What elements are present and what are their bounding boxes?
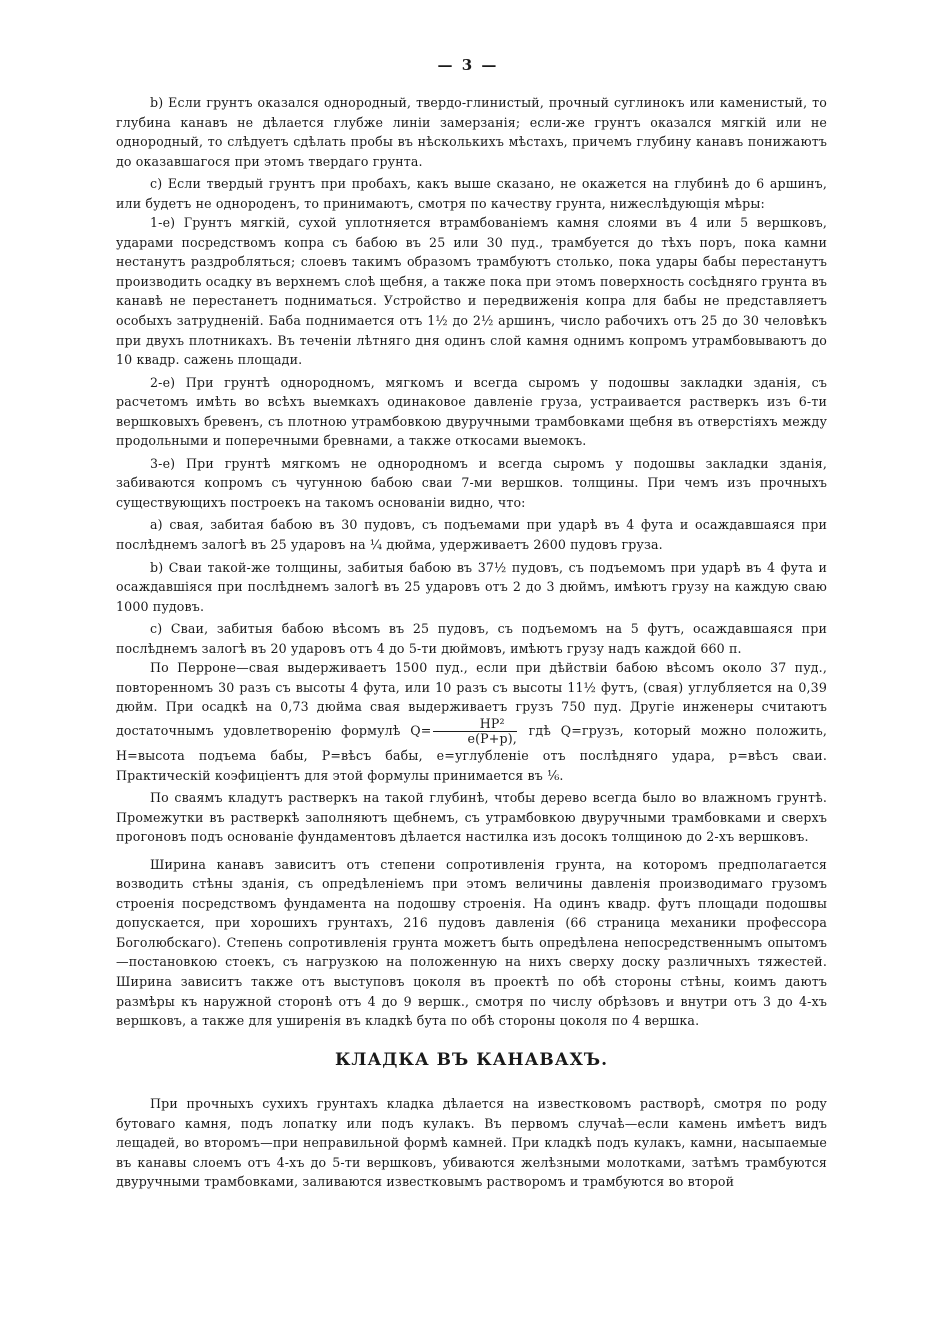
paragraph-grillage-depth: По сваямъ кладутъ растверкъ на такой глубинѣ, чтобы дерево всегда было во влажномъ грунтѣ. Промежутки въ растверкѣ заполняютъ щебнемъ, съ утрамбовкою двуручными трамбовками и сверхъ прогоновъ подъ основаніе фундаментовъ дѣлается настилка изъ досокъ толщиною до 2-хъ вершковъ. (116, 790, 827, 845)
perronet-text: По Перроне—свая выдерживаетъ 1500 пуд., если при дѣйствіи бабою вѣсомъ около 37 пуд., повторенномъ 30 разъ съ высоты 4 фута, или 10 разъ съ высоты 11½ футъ, (свая) углубляется на 0,39 дюйм. При осадкѣ на 0,73 дюйма свая выдерживаетъ грузъ 750 пуд. Другіе инженеры считаютъ достаточнымъ удовлетворенію формулѣ (116, 660, 827, 738)
paragraph-c-measures: c) Если твердый грунтъ при пробахъ, какъ выше сказано, не окажется на глубинѣ до 6 аршинъ, или будетъ не однороденъ, то принимаютъ, смотря по качеству грунта, нижеслѣдующія мѣры: (116, 176, 827, 211)
paragraph-pile-a: a) свая, забитая бабою въ 30 пудовъ, съ подъемами при ударѣ въ 4 фута и осаждавшаяся при послѣднемъ залогѣ въ 25 ударовъ на ¼ дюйма, удерживаетъ 2600 пудовъ груза. (116, 517, 827, 553)
formula-numerator: HP² (433, 717, 516, 732)
page-number: — 3 — (437, 56, 499, 74)
section-heading: КЛАДКА ВЪ КАНАВАХЪ. (334, 1049, 609, 1070)
formula-lhs: Q= (410, 722, 432, 738)
paragraph-perronet-formula (116, 658, 827, 785)
formula-fraction (433, 717, 516, 746)
paragraph-pile-b: b) Сваи такой-же толщины, забитыя бабою въ 37½ пудовъ, съ подъемомъ при ударѣ въ 4 фута и осаждавшіяся при послѣднемъ залогѣ въ 25 ударовъ отъ 2 до 3 дюймъ, имѣютъ грузу на каждую сваю 1000 пудовъ. (116, 559, 827, 614)
paragraph-masonry: При прочныхъ сухихъ грунтахъ кладка дѣлается на известковомъ растворѣ, смотря по роду бутоваго камня, подъ лопатку или подъ кулакъ. Въ первомъ случаѣ—если камень имѣетъ видъ лещадей, во второмъ—при неправильной формѣ камней. При кладкѣ подъ кулакъ, камни, насыпаемые въ канавы слоемъ отъ 4-хъ до 5-ти вершковъ, убиваются желѣзными молотками, затѣмъ трамбуются двуручными трамбовками, заливаются известковымъ растворомъ и трамбуются во второй (116, 1096, 827, 1190)
paragraph-b-depth: b) Если грунтъ оказался однородный, твердо-глинистый, прочный суглинокъ или каменистый, то глубина канавъ не дѣлается глубже линіи замерзанія; если-же грунтъ оказался мягкій или не однородный, то слѣдуетъ сдѣлать пробы въ нѣсколькихъ мѣстахъ, причемъ глубину канавъ понижаютъ до оказавшагося при этомъ твердаго грунта. (116, 95, 827, 169)
paragraph-3e-piles: 3-е) При грунтѣ мягкомъ не однородномъ и всегда сыромъ у подошвы закладки зданія, забиваются копромъ съ чугунною бабою сваи 7-ми вершков. толщины. При чемъ изъ прочныхъ существующихъ построекъ на такомъ основаніи видно, что: (116, 455, 827, 510)
page-body (116, 93, 827, 1192)
paragraph-1e-soft-soil: 1-е) Грунтъ мягкій, сухой уплотняется втрамбованіемъ камня слоями въ 4 или 5 вершковъ, ударами посредствомъ копра съ бабою въ 25 или 30 пуд., трамбуется до тѣхъ поръ, пока камни нестанутъ раздробляться; слоевъ такимъ образомъ трамбуютъ столько, пока удары бабы перестанутъ производить осадку въ верхнемъ слоѣ щебня, а также пока при этомъ поверхность сосѣдняго грунта въ канавѣ не перестанетъ подниматься. Устройство и передвиженія копра для бабы не представляетъ особыхъ затрудненій. Баба поднимается отъ 1½ до 2½ аршинъ, число рабочихъ отъ 25 до 30 человѣкъ при двухъ плотникахъ. Въ теченіи лѣтняго дня одинъ слой камня однимъ копромъ утрамбовываютъ до 10 квадр. сажень площади. (116, 215, 827, 368)
paragraph-2e-grillage: 2-е) При грунтѣ однородномъ, мягкомъ и всегда сыромъ у подошвы закладки зданія, съ расчетомъ имѣть во всѣхъ выемкахъ одинаковое давленіе груза, устраивается растверкъ изъ 6-ти вершковыхъ бревенъ, съ плотною утрамбовкою двуручными трамбовками щебня въ отверстіяхъ между продольными и поперечными бревнами, а также откосами выемокъ. (116, 374, 827, 449)
paragraph-pile-c: c) Сваи, забитыя бабою вѣсомъ въ 25 пудовъ, съ подъемомъ на 5 футъ, осаждавшаяся при послѣднемъ залогѣ въ 20 ударовъ отъ 4 до 5-ти дюймовъ, имѣютъ грузу надъ каждой 660 п. (116, 621, 827, 656)
formula-denominator: e(P+p), (467, 730, 517, 746)
paragraph-trench-width: Ширина канавъ зависитъ отъ степени сопротивленія грунта, на которомъ предполагается возводить стѣны зданія, съ опредѣленіемъ при этомъ величины давленія производимаго грузомъ строенія посредствомъ фундамента на подошву строенія. На одинъ квадр. футъ площади подошвы допускается, при хорошихъ грунтахъ, 216 пудовъ давленія (66 страница механики профессора Боголюбскаго). Степень сопротивленія грунта можетъ быть опредѣлена непосредственнымъ опытомъ—постановкою стоекъ, съ нагрузкою на положенную на нихъ сверху доску различныхъ тяжестей. Ширина зависитъ также отъ выступовъ цоколя въ проектѣ по обѣ стороны стѣны, коимъ даютъ размѣры къ наружной сторонѣ отъ 4 до 9 вершк., смотря по числу обрѣзовъ и внутри отъ 3 до 4-хъ вершковъ, а также для уширенія въ кладкѣ бута по обѣ стороны цоколя по 4 вершка. (116, 856, 827, 1029)
formula-explanation: гдѣ Q=грузъ, который можно положить, H=высота подъема бабы, P=вѣсъ бабы, e=углубленіе отъ послѣдняго удара, p=вѣсъ сваи. Практическій коэфиціентъ для этой формулы принимается въ ⅙. (116, 722, 827, 783)
